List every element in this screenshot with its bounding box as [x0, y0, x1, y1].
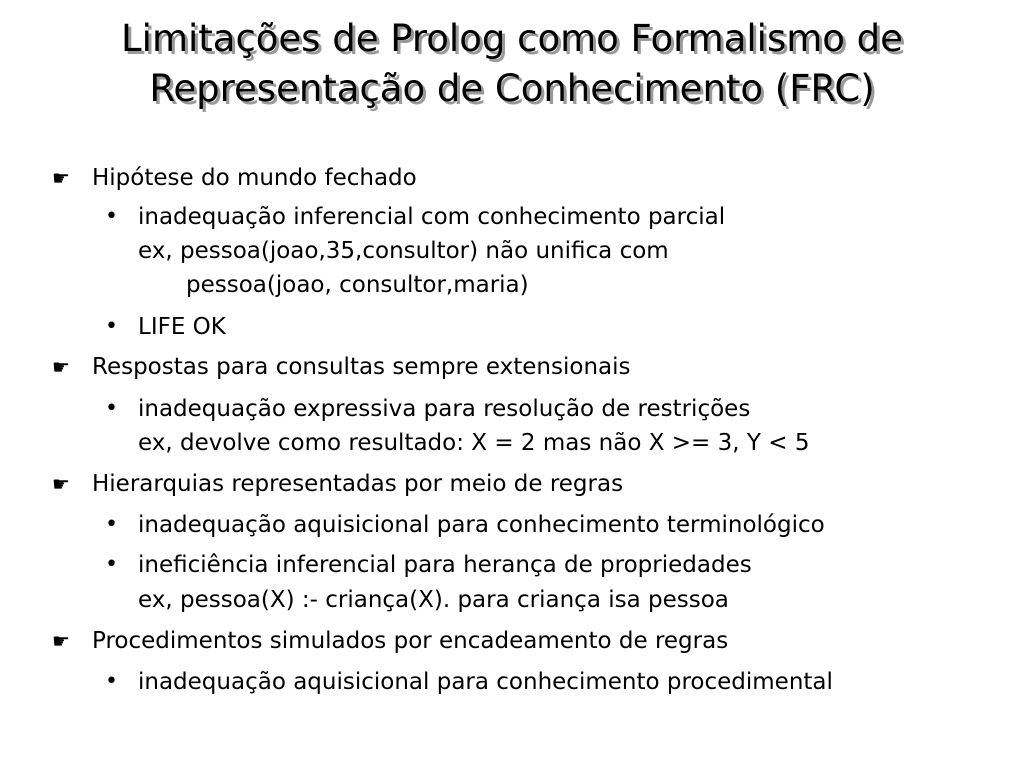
- pointing-hand-icon: ☛: [52, 472, 70, 496]
- sub-bullet-line: ex, devolve como resultado: X = 2 mas não X >= 3, Y < 5: [138, 430, 810, 456]
- dot-bullet-icon: •: [105, 204, 118, 229]
- bullet-item: Respostas para consultas sempre extensionais: [92, 354, 631, 380]
- dot-bullet-icon: •: [105, 396, 118, 421]
- sub-bullet-line: inadequação aquisicional para conhecimento procedimental: [138, 669, 833, 695]
- sub-bullet-line: ineficiência inferencial para herança de propriedades: [138, 552, 752, 578]
- sub-bullet-line: ex, pessoa(joao,35,consultor) não unifica com: [138, 238, 669, 264]
- sub-bullet-line: ex, pessoa(X) :- criança(X). para criança isa pessoa: [138, 587, 729, 613]
- bullet-item: Hierarquias representadas por meio de regras: [92, 471, 624, 497]
- pointing-hand-icon: ☛: [52, 166, 70, 190]
- sub-bullet-line: LIFE OK: [138, 314, 226, 340]
- sub-bullet-line: pessoa(joao, consultor,maria): [186, 272, 529, 298]
- sub-bullet-line: inadequação inferencial com conhecimento parcial: [138, 204, 726, 230]
- sub-bullet-line: inadequação aquisicional para conhecimento terminológico: [138, 512, 825, 538]
- pointing-hand-icon: ☛: [52, 629, 70, 653]
- pointing-hand-icon: ☛: [52, 355, 70, 379]
- title-line-2: Representação de Conhecimento (FRC): [149, 67, 875, 110]
- sub-bullet-line: inadequação expressiva para resolução de restrições: [138, 396, 751, 422]
- bullet-item: Procedimentos simulados por encadeamento de regras: [92, 628, 729, 654]
- dot-bullet-icon: •: [105, 314, 118, 339]
- dot-bullet-icon: •: [105, 552, 118, 577]
- bullet-item: Hipótese do mundo fechado: [92, 165, 417, 191]
- dot-bullet-icon: •: [105, 512, 118, 537]
- title-line-1: Limitações de Prolog como Formalismo de: [121, 17, 903, 60]
- dot-bullet-icon: •: [105, 669, 118, 694]
